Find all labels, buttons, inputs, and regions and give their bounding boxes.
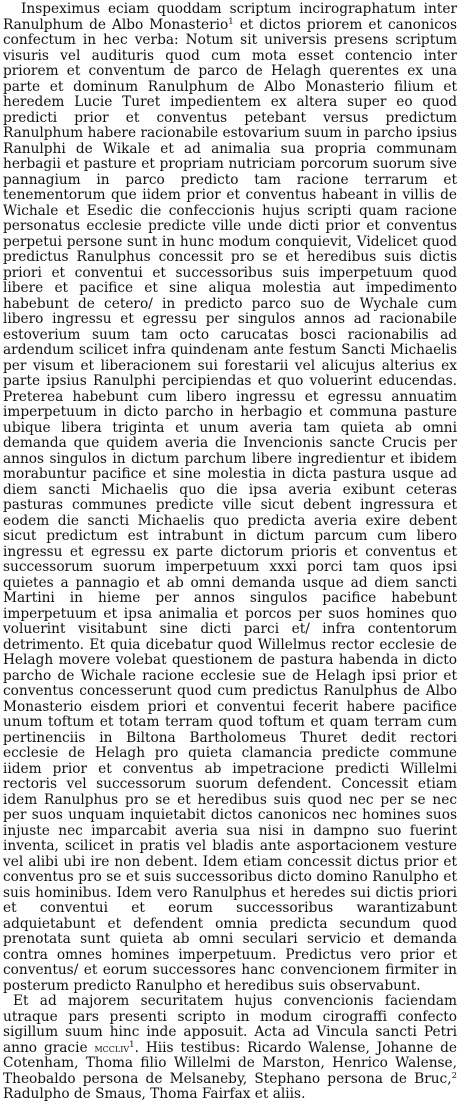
paragraph-text: Radulpho de Smaus, Thoma Fairfax et aliis. — [3, 1086, 306, 1102]
paragraph-text: Et ad majorem securitatem hujus convencionis faciendam utraque pars presenti scripto in modum cirograffi confecto sigillum suum hinc inde apposuit. Acta ad Vincula sancti Petri anno gracie — [3, 993, 457, 1056]
charter-paragraph — [3, 2, 457, 994]
document-page — [3, 1, 458, 1102]
paragraph-text: et dictos priorem et canonicos confectum in hec verba: Notum sit universis presens scriptum visuris vel audituris quod cum mota esset contencio inter priorem et conventum de parco de Helagh querentes ex una parte et dominum Ranulphum de Albo Monasterio filium et heredem Lucie Turet impedientem ex altera super eo quod predicti prior et conventus petebant versus predictum Ranulphum habere racionabile estovarium suum in parcho ipsius Ranulphi de Wikale et ad animalia sua propria communam herbagii et pasture et propriam nutriciam porcorum suorum sive pannagium in parco predicto tam racione terrarum et tenementorum que iidem prior et conventus habeant in villis de Wichale et Esedic die confeccionis hujus scripti quam racione personatus ecclesie predicte ville unde dicti prior et conventus perpetui persone sunt in hunc modum conquievit, Videlicet quod predictus Ranulphus concessit pro se et heredibus suis dictis priori et conventui et successoribus suis imperpetuum quod libere et pacifice et sine aliqua molestia aut impedimento habebunt de cetero/ in predicto parco suo de Wychale cum libero ingressu et egressu per singulos annos ad racionabile estoverium suum tam octo carucatas bosci racionabilis ad ardendum scilicet infra quindenam ante festum Sancti Michaelis per visum et liberacionem sui forestarii vel alicujus alterius ex parte ipsius Ranulphi percipiendas et quo voluerint educendas. Preterea habebunt cum libero ingressu et egressu annuatim imperpetuum in dicto parcho in herbagio et communa pasture ubique libera triginta et unum averia tam quieta ab omni demanda que quidem averia die Invencionis sancte Crucis per annos singulos in dictum parchum libere ingredientur et ibidem morabuntur pacifice et sine molestia in dicta pastura usque ad diem sancti Michaelis quo die ipsa averia exibunt ceteras pasturas communes predicte ville sicut debent ingressura et eodem die sancti Michaelis quo predicta averia exire debent sicut predictum est intrabunt in dictum parcum cum libero ingressu et egressu ex parte dictorum prioris et conventus et successorum suorum imperpetuum xxxi porci tam quos ipsi quietes a pannagio et ab omni demanda usque ad diem sancti Martini in hieme per annos singulos pacifice habebunt imperpetuum et ipsa animalia et porcos per suos homines quo voluerint visitabunt sine dicti parci et/ infra contentorum detrimento. Et quia dicebatur quod Willelmus rector ecclesie de Helagh movere volebat questionem de pastura habenda in dicto parcho de Wichale racione ecclesie sue de Helagh ipsi prior et conventus concesserunt quod cum predictus Ranulphus de Albo Monasterio eisdem priori et conventui fecerit habere pacifice unum toftum et totam terram quod toftum et quam terram cum pertinenciis in Biltona Bartholomeus Thuret dedit rectori ecclesie de Helagh pro quieta clamancia predicte commune iidem prior et conventus ab impetracione predicti Willelmi rectoris vel successorum suorum defendent. Concessit etiam idem Ranulphus pro se et heredibus suis quod nec per se nec per suos unquam inquietabit dictos canonicos nec homines suos injuste nec imparcabit averia sua nisi in dampno suo fuerint inventa, scilicet in pratis vel bladis ante asportacionem vesture vel alibi ubi ire non debent. Idem etiam concessit dictus prior et conventus pro se et suis successoribus dicto domino Ranulpho et suis hominibus. Idem vero Ranulphus et heredes sui dictis priori et conventui et eorum successoribus warantizabunt adquietabunt et defendent omnia predicta secundum quod prenotata sunt quieta ab omni seculari servicio et demanda contra omnes homines imperpetuum. Predictus vero prior et conventus/ et eorum successores hanc convencionem firmiter in posterum predicto Ranulpho et heredibus suis observabunt. — [3, 16, 458, 994]
paragraph-text: . Hiis testibus: Ricardo Walense, Johanne de Cotenham, Thoma filio Willelmi de Marston, Henrico Walense, Theobaldo persona de Melsaneby, Stephano persona de Bruc, — [3, 1039, 457, 1087]
paragraph-text: Inspeximus eciam quoddam scriptum incirographatum inter Ranulphum de Albo Monasterio — [3, 1, 457, 33]
footnote-marker: 1 — [228, 16, 234, 27]
footnote-marker: 2 — [451, 1070, 457, 1081]
closing-paragraph — [3, 994, 457, 1103]
year-numeral: mccliv — [94, 1040, 130, 1055]
footnote-marker: 1 — [129, 1039, 135, 1050]
